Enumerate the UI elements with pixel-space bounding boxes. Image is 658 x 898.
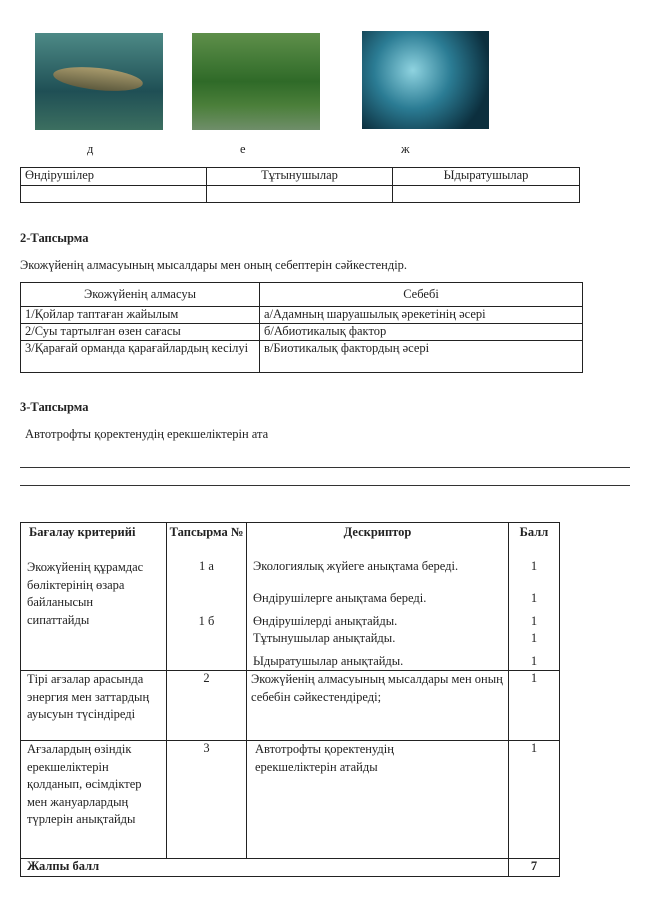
header-descriptor: Дескриптор: [343, 525, 412, 539]
task3-title: 3-Тапсырма: [20, 400, 89, 414]
change-item: 3/Қарағай орманда қарағайлардың кесілуі: [21, 341, 260, 373]
descriptor: Тұтынушылар анықтайды.: [253, 631, 396, 645]
header-decomposers: Ыдыратушылар: [393, 168, 580, 186]
descriptor: Өндірушілерді анықтайды.: [253, 614, 398, 628]
score: 1: [530, 631, 538, 645]
task-1a: 1 а: [199, 559, 214, 573]
cause-item: в/Биотикалық фактордың әсері: [260, 341, 583, 373]
header-consumers: Тұтынушылар: [207, 168, 393, 186]
task3-instruction: Автотрофты қоректенудің ерекшеліктерін ата: [25, 427, 269, 441]
cause-item: б/Абиотикалық фактор: [260, 324, 583, 341]
header-criteria: Бағалау критерийі: [29, 525, 136, 539]
answer-line[interactable]: [20, 485, 630, 486]
answer-cell[interactable]: [393, 186, 580, 203]
criterion-1: Экожүйенің құрамдас бөліктерінің өзара байланысын сипаттайды: [27, 560, 144, 627]
classification-table: [20, 167, 580, 203]
score: 1: [530, 591, 538, 605]
score: 1: [530, 614, 538, 628]
image-label-d: д: [87, 142, 94, 156]
image-label-zh: ж: [401, 142, 410, 156]
descriptor: Автотрофты қоректенудің ерекшеліктерін атайды: [247, 741, 509, 859]
rubric-table: [20, 522, 560, 877]
score: 1: [530, 559, 538, 573]
total-label: Жалпы балл: [21, 859, 509, 877]
descriptor: Ыдыратушылар анықтайды.: [253, 654, 404, 668]
header-task-no: Тапсырма №: [169, 525, 244, 539]
matching-table: [20, 282, 583, 373]
answer-cell[interactable]: [207, 186, 393, 203]
change-item: 1/Қойлар таптаған жайылым: [21, 307, 260, 324]
header-producers: Өндірушілер: [21, 168, 207, 186]
cause-item: а/Адамның шаруашылық әрекетінің әсері: [260, 307, 583, 324]
criterion-2: Тірі ағзалар арасында энергия мен заттардың ауысуын түсіндіреді: [21, 671, 167, 741]
task2-instruction: Экожүйенің алмасуының мысалдары мен оның себептерін сәйкестендір.: [20, 258, 408, 272]
descriptor: Экологиялық жүйеге анықтама береді.: [253, 559, 459, 573]
descriptor: Экожүйенің алмасуының мысалдары мен оның себебін сәйкестендіреді;: [247, 671, 509, 741]
criterion-3: Ағзалардың өзіндік ерекшеліктерін қолданып, өсімдіктер мен жануарлардың түрлерін анықтайды: [21, 741, 167, 859]
pond-garden-image: [192, 33, 320, 130]
descriptor: Өндірушілерге анықтама береді.: [253, 591, 427, 605]
task-1b: 1 б: [198, 614, 215, 628]
task-2: 2: [167, 671, 247, 741]
header-score: Балл: [519, 525, 549, 539]
image-label-e: е: [240, 142, 246, 156]
answer-line[interactable]: [20, 467, 630, 468]
change-item: 2/Суы тартылған өзен сағасы: [21, 324, 260, 341]
task-3: 3: [167, 741, 247, 859]
header-change: Экожүйенің алмасуы: [21, 283, 260, 307]
task2-title: 2-Тапсырма: [20, 231, 89, 245]
score: 1: [509, 741, 560, 859]
total-score: 7: [509, 859, 560, 877]
header-cause: Себебі: [260, 283, 583, 307]
answer-cell[interactable]: [21, 186, 207, 203]
fish-image: [35, 33, 163, 130]
bacteria-image: [362, 31, 489, 129]
score: 1: [530, 654, 538, 668]
score: 1: [509, 671, 560, 741]
